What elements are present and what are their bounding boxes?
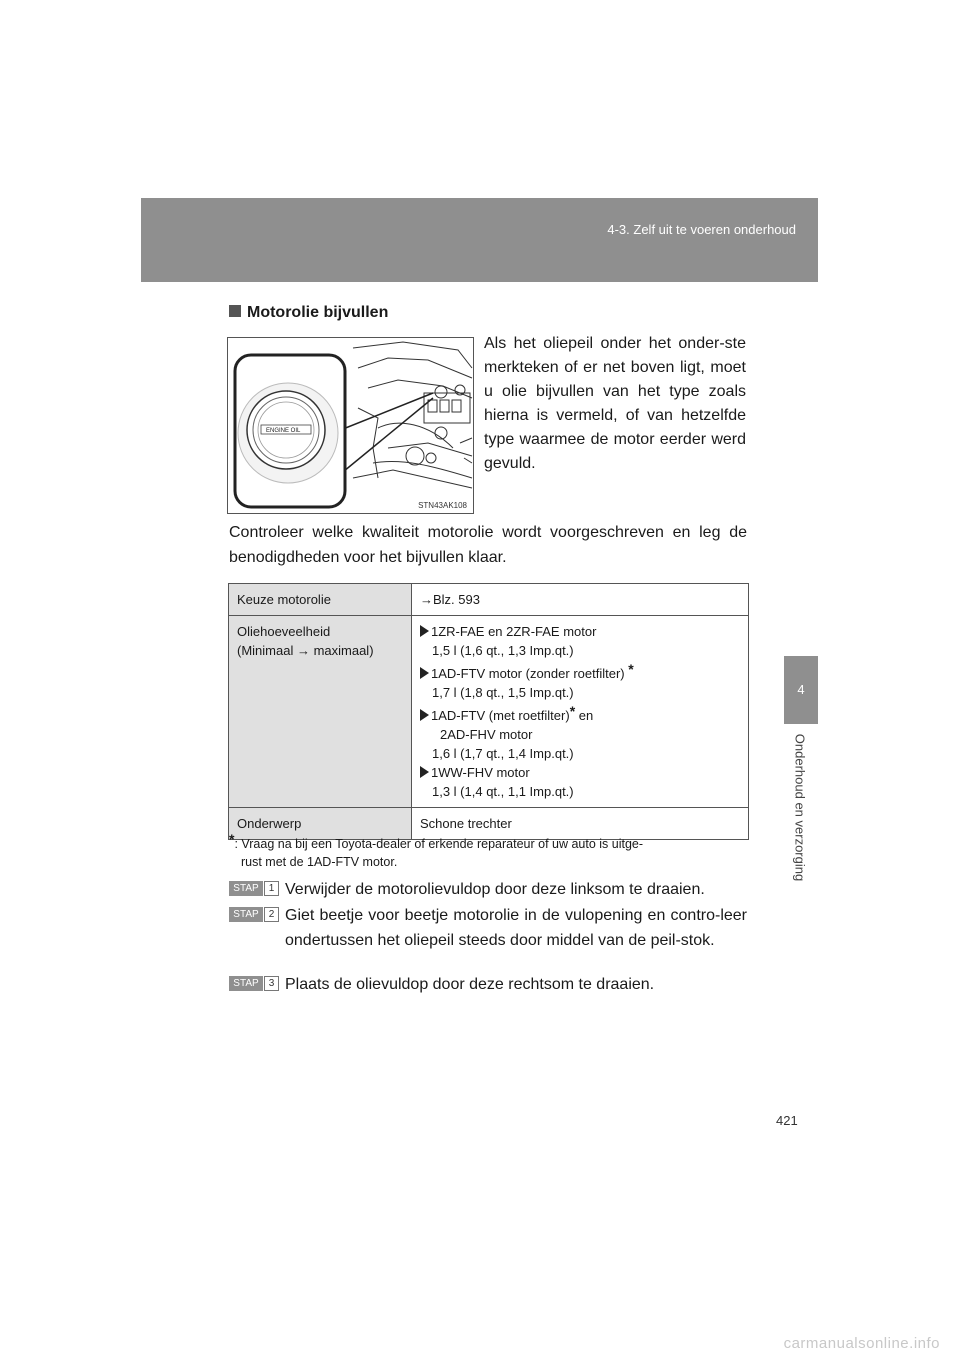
section-breadcrumb: 4-3. Zelf uit te voeren onderhoud <box>607 222 796 237</box>
step-2 <box>229 903 747 953</box>
step-badge: STAP 3 <box>229 976 279 991</box>
oil-cap-label: ENGINE OIL <box>266 428 301 434</box>
table-row <box>229 616 749 808</box>
table-key <box>229 616 412 808</box>
list-item <box>420 763 740 782</box>
step-1 <box>229 877 747 902</box>
engine-qty: 1,5 l (1,6 qt., 1,3 Imp.qt.) <box>432 643 574 658</box>
chapter-tab[interactable]: 4 <box>784 656 818 724</box>
section-title-text: Motorolie bijvullen <box>247 304 389 321</box>
step-badge: STAP 2 <box>229 907 279 922</box>
engine-name: 1WW-FHV motor <box>431 765 530 780</box>
oil-capacity-list <box>412 616 749 808</box>
asterisk-marker: * <box>628 661 634 677</box>
engine-name: 1AD-FTV (met roetfilter) <box>431 708 570 723</box>
watermark: carmanualsonline.info <box>783 1335 940 1352</box>
asterisk-marker: * <box>569 703 576 719</box>
engine-name-suffix: en <box>578 708 594 723</box>
table-key-line: Oliehoeveelheid <box>237 624 331 639</box>
intro-paragraph: Als het oliepeil onder het onder-ste merkteken of er net boven ligt, moet u olie bijvullen van het type zoals hierna is vermeld, of van hetzelfde type waarmee de motor eerder werd gevuld. <box>484 335 746 472</box>
list-item <box>420 622 740 641</box>
body-paragraph: Controleer welke kwaliteit motorolie wordt voorgeschreven en leg de benodigdheden voor het bijvullen klaar. <box>229 524 747 566</box>
table-key: Onderwerp <box>229 808 412 840</box>
section-title <box>229 304 388 322</box>
engine-name: 2AD-FHV motor <box>440 727 533 742</box>
list-item <box>420 660 740 683</box>
step-text: Verwijder de motorolievuldop door deze linksom te draaien. <box>285 881 705 898</box>
chapter-label: Onderhoud en verzorging <box>792 733 808 882</box>
engine-name: 1ZR-FAE en 2ZR-FAE motor <box>431 624 597 639</box>
table-key: Keuze motorolie <box>229 584 412 616</box>
step-text: Plaats de olievuldop door deze rechtsom te draaien. <box>285 976 655 993</box>
table-row <box>229 584 749 616</box>
figure-code: STN43AK108 <box>418 501 467 510</box>
engine-qty: 1,7 l (1,8 qt., 1,5 Imp.qt.) <box>432 685 574 700</box>
footnote <box>229 830 747 871</box>
step-badge: STAP 1 <box>229 881 279 896</box>
table-value-link[interactable]: →Blz. 593 <box>412 584 749 616</box>
page-number: 421 <box>776 1113 798 1128</box>
oil-spec-table <box>228 583 749 840</box>
triangle-bullet-icon <box>420 709 429 721</box>
engine-oil-cap-figure <box>227 337 474 514</box>
step-text: Giet beetje voor beetje motorolie in de vulopening en contro-leer ondertussen het oliepeil steeds door middel van de peil-stok. <box>285 907 747 949</box>
square-bullet-icon <box>229 305 241 317</box>
table-key-line: (Minimaal → maximaal) <box>237 643 374 658</box>
footnote-text: : Vraag na bij een Toyota-dealer of erkende reparateur of uw auto is uitge- <box>234 837 644 851</box>
header-bar <box>141 198 818 282</box>
list-item <box>420 702 740 725</box>
table-value: Schone trechter <box>412 808 749 840</box>
asterisk-marker: * <box>229 831 235 847</box>
engine-qty: 1,6 l (1,7 qt., 1,4 Imp.qt.) <box>432 746 574 761</box>
engine-qty: 1,3 l (1,4 qt., 1,1 Imp.qt.) <box>432 784 574 799</box>
step-3 <box>229 972 747 997</box>
triangle-bullet-icon <box>420 625 429 637</box>
footnote-text: rust met de 1AD-FTV motor. <box>241 855 398 869</box>
engine-bay-illustration <box>228 338 473 513</box>
triangle-bullet-icon <box>420 667 429 679</box>
engine-name: 1AD-FTV motor (zonder roetfilter) <box>431 666 625 681</box>
triangle-bullet-icon <box>420 766 429 778</box>
